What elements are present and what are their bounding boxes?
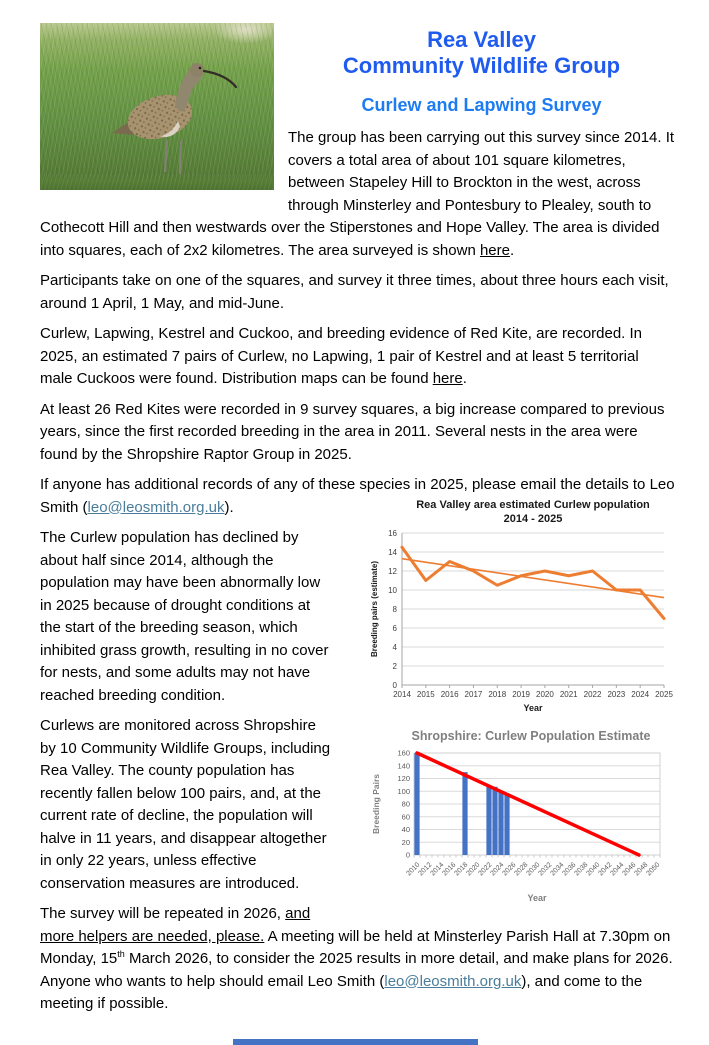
svg-text:2025: 2025 [655,689,673,699]
svg-text:80: 80 [401,799,410,809]
paragraph-shropshire-monitoring [40,715,675,903]
svg-text:2019: 2019 [512,689,530,699]
svg-text:60: 60 [401,811,410,821]
svg-text:2: 2 [392,661,397,671]
svg-text:2046: 2046 [621,860,638,877]
svg-text:10: 10 [388,585,397,595]
svg-text:2040: 2040 [585,860,602,877]
svg-text:16: 16 [388,528,397,538]
paragraph-population-decline: The Curlew population has declined by about half since 2014, although the population may have been abnormally low in 2025 because of drought conditions at the start of the breeding season, which inhibited grass growth, resulting in no cover for nests, and some adults may not have reached breeding condition. [40,529,329,704]
svg-text:40: 40 [401,824,410,834]
svg-text:Year: Year [527,892,547,903]
page-subtitle: Curlew and Lapwing Survey [361,95,602,115]
svg-text:2023: 2023 [607,689,626,699]
svg-text:0: 0 [392,680,397,690]
svg-text:6: 6 [392,623,397,633]
svg-text:2024: 2024 [489,860,506,877]
svg-text:2032: 2032 [537,860,554,877]
svg-text:Year: Year [523,702,543,713]
svg-text:2022: 2022 [477,860,494,877]
svg-text:2044: 2044 [609,860,626,877]
svg-text:14: 14 [388,547,397,557]
paragraph-species-recorded: Curlew, Lapwing, Kestrel and Cuckoo, and breeding evidence of Red Kite, are recorded. In 2025, an estimated 7 pairs of Curlew, no Lapwing, 1 pair of Kestrel and at least 5 territorial male Cuckoos were found. Distribution maps can be found here. [40,325,643,387]
paragraph-2026-survey: The survey will be repeated in 2026, and more helpers are needed, please. A meeting will be held at Minsterley Parish Hall at 7.30pm on Monday, 15th March 2026, to consider the 2025 results in more detail, and make plans for 2026. Anyone who wants to help should email Leo Smith (leo@leosmith.org.uk), and come to the meeting if possible. [40,905,673,1012]
grass-foreground [40,174,274,190]
svg-text:Shropshire: Curlew Population: Shropshire: Curlew Population Estimate [411,728,651,743]
paragraph-additional-records-end: details to Leo Smith (leo@leosmith.org.uk). [40,476,675,516]
svg-text:2020: 2020 [465,860,482,877]
svg-text:120: 120 [397,773,410,783]
paragraph-intro: The group has been carrying out this survey since 2014. It covers a total area of about 101 square kilometres, between Stapeley Hill to Brockton in the west, across through Minsterley and Pontesbury to Plealey, south to Cothecott Hill and then westwards over the Stiperstones and Hope Valley. The area is divided into squares, each of 2x2 kilometres. The area surveyed is shown here. [40,129,675,259]
svg-text:140: 140 [397,760,410,770]
svg-text:2017: 2017 [464,689,483,699]
svg-text:2021: 2021 [559,689,578,699]
email-link[interactable]: leo@leosmith.org.uk [87,498,225,516]
svg-text:2042: 2042 [597,860,614,877]
paragraph-participants: Participants take on one of the squares, and survey it three times, about three hours each visit, around 1 April, 1 May, and mid-June. [40,272,669,312]
svg-text:2034: 2034 [549,860,566,877]
svg-text:2014: 2014 [429,860,446,877]
svg-text:4: 4 [392,642,397,652]
shropshire-curlew-chart [337,727,675,909]
distribution-maps-link[interactable]: here [432,370,463,387]
svg-text:2012: 2012 [417,860,434,877]
svg-text:2048: 2048 [633,860,650,877]
curlew-bird-illustration [40,23,274,190]
svg-text:2028: 2028 [513,860,530,877]
svg-text:Rea Valley area estimated Curl: Rea Valley area estimated Curlew population [416,498,650,511]
svg-text:2030: 2030 [525,860,542,877]
svg-text:2038: 2038 [573,860,590,877]
ordinal-suffix: th [117,949,125,959]
svg-text:2010: 2010 [405,860,422,877]
svg-text:2050: 2050 [645,860,662,877]
svg-text:2024: 2024 [631,689,650,699]
svg-text:2026: 2026 [501,860,518,877]
svg-text:2016: 2016 [440,689,459,699]
footer-bar [233,1039,478,1045]
curlew-photo [40,23,274,190]
svg-text:100: 100 [397,786,410,796]
svg-text:2015: 2015 [416,689,435,699]
page-title-line1: Rea Valley [427,27,536,52]
svg-text:12: 12 [388,566,397,576]
svg-text:2018: 2018 [453,860,470,877]
paragraph-additional-records-start: If anyone has additional records of any of these species in 2025, please email the [40,476,586,493]
svg-text:2022: 2022 [583,689,602,699]
svg-text:8: 8 [392,604,397,614]
underline-emphasis: and more helpers are needed, please. [40,905,311,945]
svg-text:0: 0 [405,850,410,860]
area-map-link[interactable]: here [479,241,510,259]
page-title-line2: Community Wildlife Group [342,53,621,78]
paragraph-shropshire-monitoring-text: Curlews are monitored across Shropshire by 10 Community Wildlife Groups, including Rea Valley. The county population has recently fallen below 100 pairs, and, at the current rate of decline, the population will halve in 11 years, and disappear altogether in only 22 years, unless effective conservation measures are introduced. [40,717,331,892]
svg-text:2020: 2020 [536,689,554,699]
svg-text:2014: 2014 [393,689,411,699]
rea-valley-curlew-chart [331,497,675,727]
svg-text:2014 - 2025: 2014 - 2025 [503,512,563,525]
paragraph-red-kites: At least 26 Red Kites were recorded in 9 survey squares, a big increase compared to previous years, since the first recorded breeding in the area in 2011. Several nests in the area were found by the Shropshire Raptor Group in 2025. [40,400,665,463]
svg-text:2036: 2036 [561,860,578,877]
svg-text:20: 20 [401,837,410,847]
email-link-2[interactable]: leo@leosmith.org.uk [384,972,522,990]
svg-text:2016: 2016 [441,860,458,877]
svg-text:160: 160 [397,748,410,758]
svg-text:2018: 2018 [488,689,507,699]
svg-text:Breeding pairs (estimate): Breeding pairs (estimate) [370,560,379,657]
svg-text:Breeding Pairs: Breeding Pairs [371,773,381,834]
